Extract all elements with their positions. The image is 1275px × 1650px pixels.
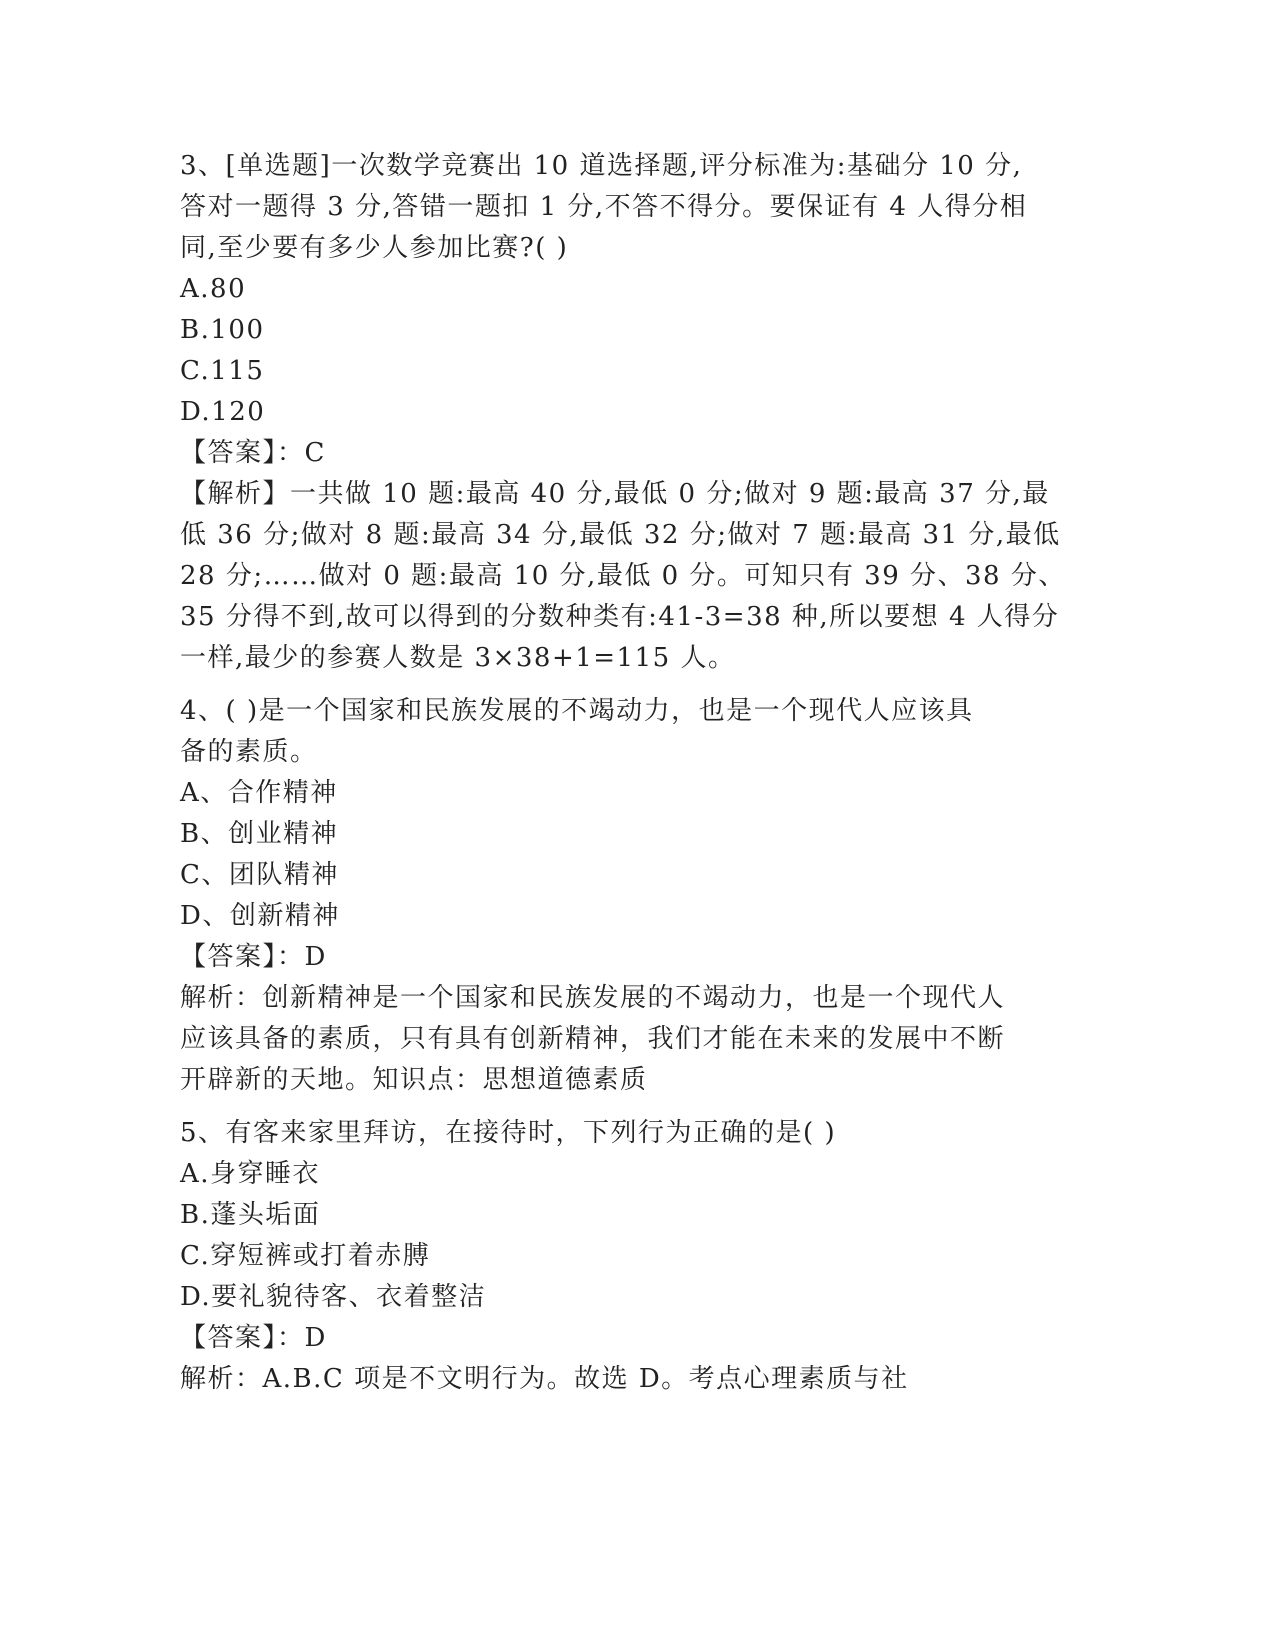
document-page [180,146,1070,1400]
analysis-line: 应该具备的素质，只有具有创新精神，我们才能在未来的发展中不断 [180,1024,1006,1054]
question-stem-line: 4、( )是一个国家和民族发展的不竭动力，也是一个现代人应该具 [180,696,974,726]
question-stem-line: 答对一题得 3 分,答错一题扣 1 分,不答不得分。要保证有 4 人得分相 [180,192,1028,222]
option-c: C.115 [180,356,265,386]
analysis-line: 35 分得不到,故可以得到的分数种类有:41-3=38 种,所以要想 4 人得分 [180,602,1060,632]
question-3 [180,146,1070,679]
option-a: A.身穿睡衣 [180,1159,321,1189]
question-spacer [180,679,1070,691]
option-d: D.120 [180,397,266,427]
option-c: C.穿短裤或打着赤膊 [180,1241,431,1271]
question-stem-line: 备的素质。 [180,737,318,767]
answer-line: 【答案】：C [180,438,326,468]
option-c: C、团队精神 [180,860,339,890]
answer-line: 【答案】：D [180,942,327,972]
analysis-line: 解析：创新精神是一个国家和民族发展的不竭动力，也是一个现代人 [180,983,1006,1013]
question-stem-line: 3、[单选题]一次数学竞赛出 10 道选择题,评分标准为:基础分 10 分, [180,151,1023,181]
question-stem-line: 5、有客来家里拜访，在接待时，下列行为正确的是( ) [180,1118,837,1148]
analysis-line: 解析：A.B.C 项是不文明行为。故选 D。考点心理素质与社 [180,1364,909,1394]
analysis-line: 开辟新的天地。知识点：思想道德素质 [180,1065,648,1095]
question-5 [180,1113,1070,1400]
analysis-line: 一样,最少的参赛人数是 3×38+1=115 人。 [180,643,736,673]
option-b: B.100 [180,315,265,345]
analysis-line: 【解析】一共做 10 题:最高 40 分,最低 0 分;做对 9 题:最高 37 分,最 [180,479,1050,509]
analysis-line: 28 分;……做对 0 题:最高 10 分,最低 0 分。可知只有 39 分、38 分、 [180,561,1066,591]
option-a: A.80 [180,274,247,304]
option-b: B.蓬头垢面 [180,1200,321,1230]
option-d: D、创新精神 [180,901,340,931]
question-spacer [180,1101,1070,1113]
option-b: B、创业精神 [180,819,339,849]
answer-line: 【答案】：D [180,1323,327,1353]
question-stem-line: 同,至少要有多少人参加比赛?( ) [180,233,569,263]
option-a: A、合作精神 [180,778,338,808]
analysis-line: 低 36 分;做对 8 题:最高 34 分,最低 32 分;做对 7 题:最高 31 分,最低 [180,520,1061,550]
option-d: D.要礼貌待客、衣着整洁 [180,1282,487,1312]
question-4 [180,691,1070,1101]
